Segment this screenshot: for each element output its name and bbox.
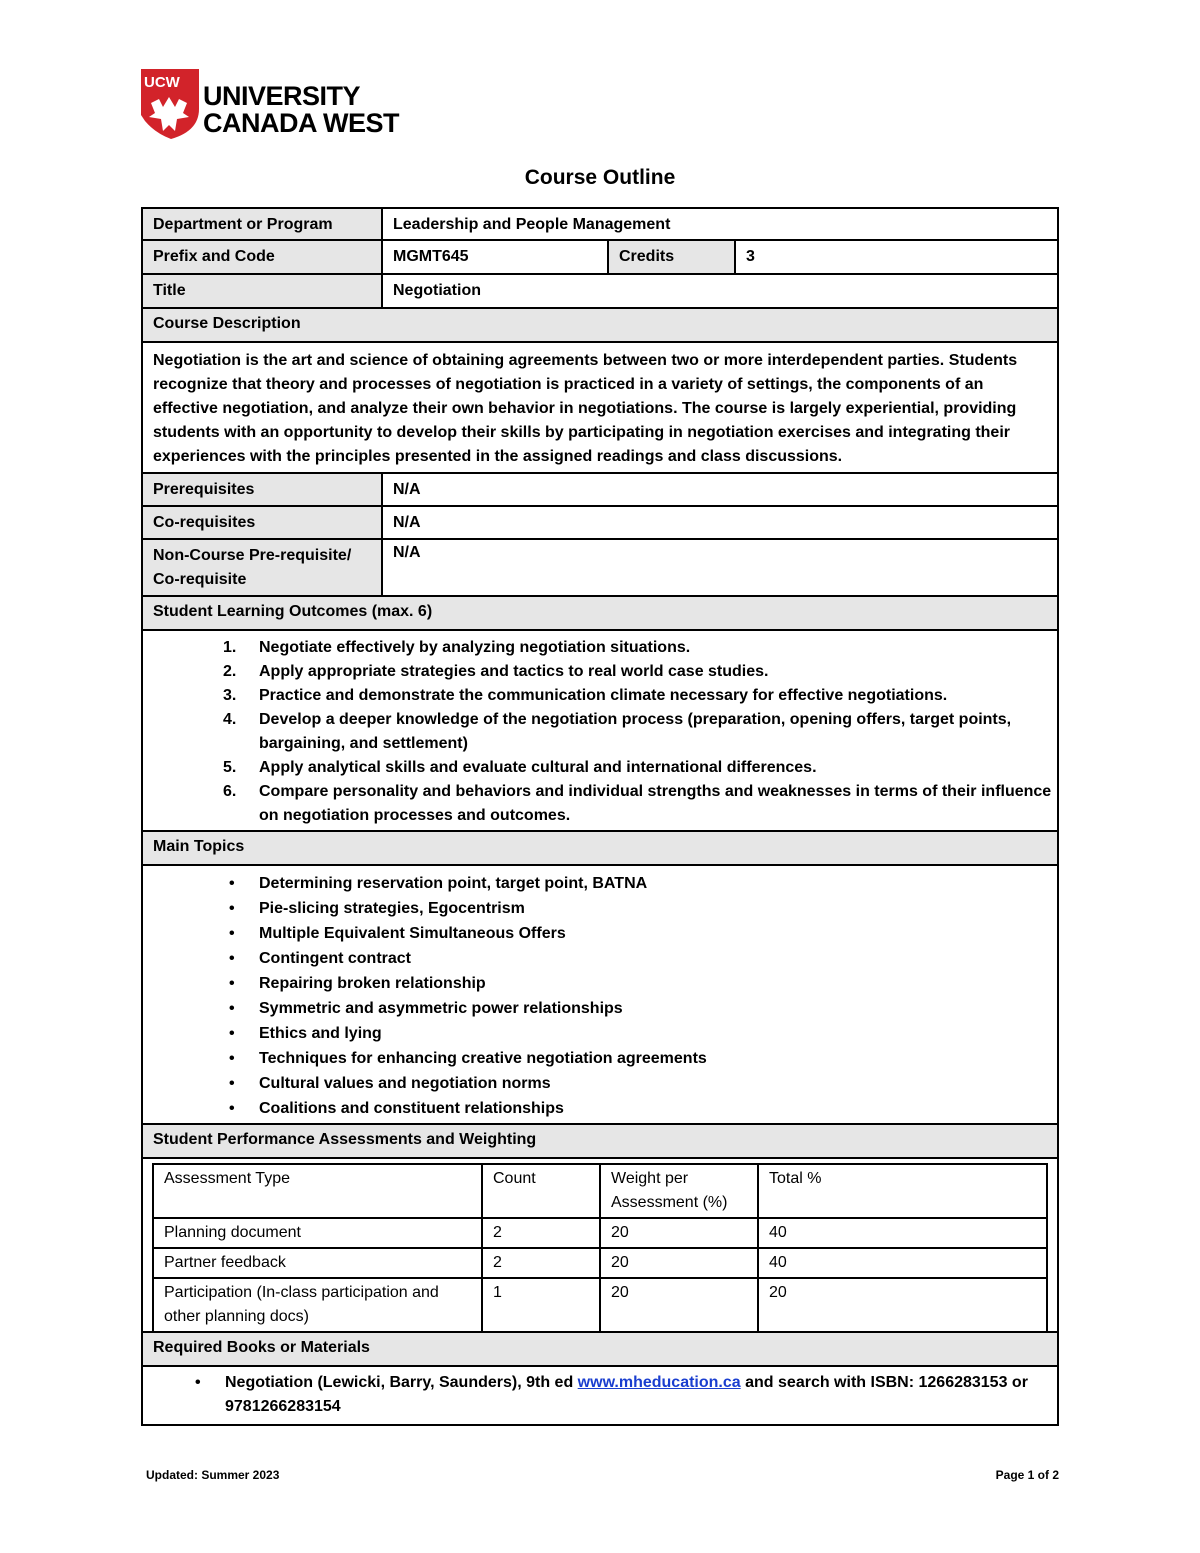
topic-text: Coalitions and constituent relationships: [259, 1100, 564, 1117]
outcome-number: 1.: [223, 639, 237, 656]
outcome-item: [143, 756, 1057, 780]
outcome-number: 4.: [223, 711, 237, 728]
description-heading: Course Description: [141, 309, 1059, 343]
assessment-row: [153, 1218, 1047, 1248]
materials-heading: Required Books or Materials: [141, 1333, 1059, 1367]
outcome-item: [143, 636, 1057, 660]
outcomes-list: [141, 631, 1059, 832]
department-value: Leadership and People Management: [381, 209, 1057, 239]
prerequisites-label: Prerequisites: [143, 474, 381, 505]
noncourse-label: Non-Course Pre-requisite/ Co-requisite: [143, 540, 381, 595]
topic-text: Multiple Equivalent Simultaneous Offers: [259, 925, 566, 942]
course-outline-table: [141, 207, 1059, 1426]
corequisites-label: Co-requisites: [143, 507, 381, 538]
topic-item: [143, 871, 1057, 896]
bullet-icon: •: [229, 975, 235, 992]
document-title: Course Outline: [524, 166, 676, 189]
topic-item: [143, 996, 1057, 1021]
topic-text: Techniques for enhancing creative negotiation agreements: [259, 1050, 707, 1067]
outcome-number: 5.: [223, 759, 237, 776]
assessment-cell: 20: [758, 1278, 1047, 1332]
mheducation-link[interactable]: www.mheducation.ca: [577, 1374, 741, 1391]
assessment-cell: 20: [600, 1248, 758, 1278]
topic-item: [143, 921, 1057, 946]
title-label: Title: [143, 275, 381, 307]
assessment-cell: Participation (In-class participation and other planning docs): [153, 1278, 482, 1332]
outcome-text: Apply analytical skills and evaluate cultural and international differences.: [259, 759, 817, 776]
assessment-cell: Partner feedback: [153, 1248, 482, 1278]
topic-item: [143, 896, 1057, 921]
prefix-value: MGMT645: [381, 241, 607, 273]
noncourse-row: [141, 540, 1059, 597]
ucw-shield-icon: [141, 69, 199, 139]
description-text: Negotiation is the art and science of obtaining agreements between two or more interdependent parties. Students recognize that theory and processes of negotiation is practiced in a variety of settings, the components of an effective negotiation, and analyze their own behavior in negotiations. The course is largely experiential, providing students with an opportunity to develop their skills by participating in negotiation exercises and integrating their experiences with the principles presented in the assigned readings and class discussions.: [141, 343, 1059, 474]
credits-value: 3: [734, 241, 1057, 273]
outcome-text: Apply appropriate strategies and tactics to real world case studies.: [259, 663, 769, 680]
materials-prefix: Negotiation (Lewicki, Barry, Saunders), 9th ed: [225, 1374, 574, 1391]
outcome-item: [143, 684, 1057, 708]
outcomes-heading: Student Learning Outcomes (max. 6): [141, 597, 1059, 631]
assessment-header-cell: Assessment Type: [153, 1164, 482, 1218]
noncourse-value: N/A: [381, 540, 1057, 595]
bullet-icon: •: [229, 1100, 235, 1117]
assessment-row: [153, 1248, 1047, 1278]
assessment-cell: Planning document: [153, 1218, 482, 1248]
prefix-row: [141, 241, 1059, 275]
footer-updated: Updated: Summer 2023: [146, 1468, 280, 1482]
department-label: Department or Program: [143, 209, 381, 239]
bullet-icon: •: [229, 925, 235, 942]
bullet-icon: •: [229, 900, 235, 917]
bullet-icon: •: [229, 875, 235, 892]
topic-text: Determining reservation point, target point, BATNA: [259, 875, 648, 892]
topic-item: [143, 971, 1057, 996]
prefix-label: Prefix and Code: [143, 241, 381, 273]
credits-label: Credits: [607, 241, 734, 273]
topics-list: [141, 866, 1059, 1125]
topic-text: Pie-slicing strategies, Egocentrism: [259, 900, 525, 917]
bullet-icon: •: [229, 1075, 235, 1092]
bullet-icon: •: [229, 1050, 235, 1067]
bullet-icon: •: [229, 1000, 235, 1017]
logo-line-1: UNIVERSITY: [203, 81, 361, 111]
assessments-table: [152, 1163, 1048, 1333]
assessments-header-row: [153, 1164, 1047, 1218]
assessment-cell: 2: [482, 1218, 600, 1248]
materials-item: [143, 1371, 1057, 1419]
topics-heading: Main Topics: [141, 832, 1059, 866]
outcome-text: Practice and demonstrate the communication climate necessary for effective negotiations.: [259, 687, 948, 704]
bullet-icon: •: [195, 1374, 201, 1391]
logo-line-2: CANADA WEST: [203, 108, 399, 138]
assessment-header-cell: Total %: [758, 1164, 1047, 1218]
outcome-item: [143, 708, 1057, 756]
outcome-item: [143, 780, 1057, 828]
prerequisites-row: [141, 474, 1059, 507]
outcome-number: 6.: [223, 783, 237, 800]
logo-wordmark: [203, 83, 399, 137]
topic-item: [143, 1021, 1057, 1046]
materials-suffix: and search with ISBN: 1266283153 or 9781266283154: [225, 1374, 1028, 1415]
outcome-item: [143, 660, 1057, 684]
assessment-header-cell: Weight per Assessment (%): [600, 1164, 758, 1218]
topic-text: Repairing broken relationship: [259, 975, 486, 992]
assessment-header-cell: Count: [482, 1164, 600, 1218]
topic-text: Cultural values and negotiation norms: [259, 1075, 551, 1092]
assessments-section: [141, 1159, 1059, 1333]
materials-section: [141, 1367, 1059, 1426]
outcome-number: 2.: [223, 663, 237, 680]
assessment-cell: 40: [758, 1248, 1047, 1278]
assessment-cell: 2: [482, 1248, 600, 1278]
bullet-icon: •: [229, 1025, 235, 1042]
topic-item: [143, 1046, 1057, 1071]
assessment-cell: 20: [600, 1218, 758, 1248]
bullet-icon: •: [229, 950, 235, 967]
logo-badge-text: UCW: [144, 74, 180, 91]
topic-item: [143, 1096, 1057, 1121]
corequisites-row: [141, 507, 1059, 540]
assessments-heading: Student Performance Assessments and Weighting: [141, 1125, 1059, 1159]
outcome-number: 3.: [223, 687, 237, 704]
topic-text: Symmetric and asymmetric power relationships: [259, 1000, 623, 1017]
topic-item: [143, 1071, 1057, 1096]
assessment-cell: 40: [758, 1218, 1047, 1248]
university-logo: [141, 69, 431, 141]
topic-text: Contingent contract: [259, 950, 411, 967]
topic-item: [143, 946, 1057, 971]
assessment-row: [153, 1278, 1047, 1332]
department-row: [141, 207, 1059, 241]
assessment-cell: 1: [482, 1278, 600, 1332]
outcome-text: Develop a deeper knowledge of the negotiation process (preparation, opening offers, target points, bargaining, and settlement): [259, 711, 1012, 752]
assessment-cell: 20: [600, 1278, 758, 1332]
topic-text: Ethics and lying: [259, 1025, 382, 1042]
footer-page-number: Page 1 of 2: [995, 1468, 1059, 1482]
outcome-text: Negotiate effectively by analyzing negotiation situations.: [259, 639, 691, 656]
corequisites-value: N/A: [381, 507, 1057, 538]
title-value: Negotiation: [381, 275, 1057, 307]
title-row: [141, 275, 1059, 309]
prerequisites-value: N/A: [381, 474, 1057, 505]
outcome-text: Compare personality and behaviors and individual strengths and weaknesses in terms of their influence on negotiation processes and outcomes.: [259, 783, 1052, 824]
